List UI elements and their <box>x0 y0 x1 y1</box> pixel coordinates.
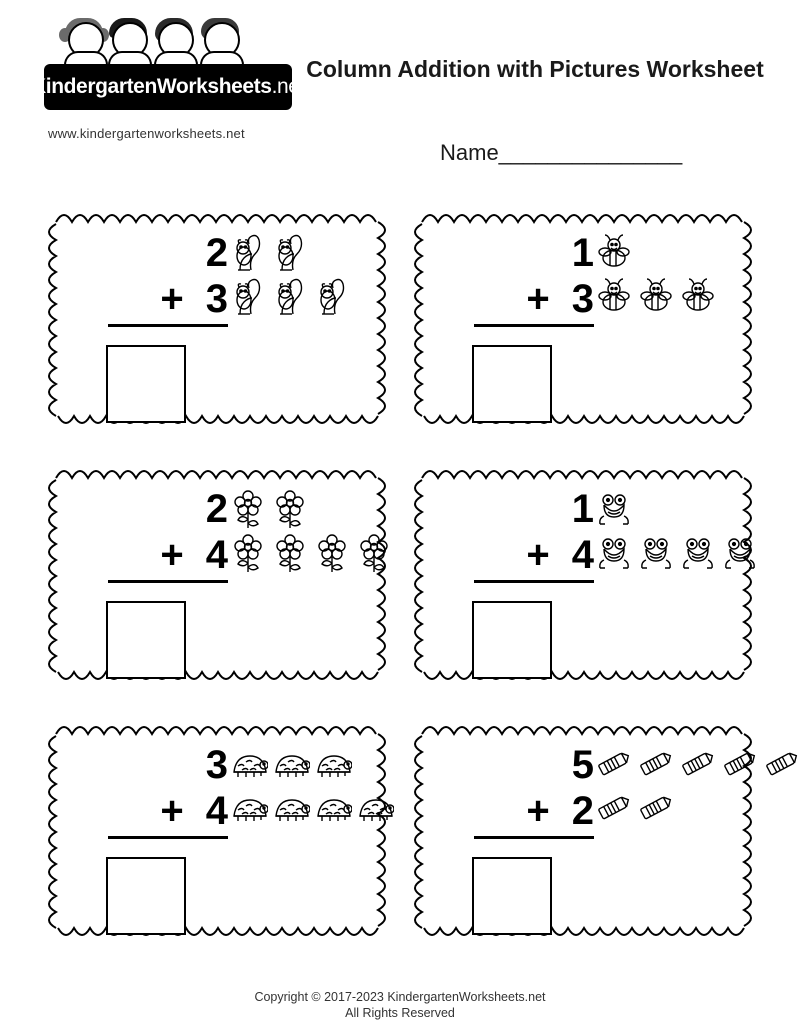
addend-top-row <box>88 742 228 788</box>
squirrel-icon <box>312 276 352 318</box>
flower-icon <box>354 532 394 574</box>
picture-group-turtle <box>228 744 388 864</box>
crayon-icon <box>762 744 800 786</box>
picture-row-2 <box>594 532 754 574</box>
addend-bottom-row <box>88 276 228 322</box>
sum-rule-line <box>108 580 228 583</box>
squirrel-icon <box>228 276 268 318</box>
bee-icon <box>636 276 676 318</box>
frog-icon <box>636 532 676 574</box>
addend-top-row <box>454 486 594 532</box>
plus-operator: + <box>526 533 550 577</box>
site-logo <box>31 18 305 138</box>
kid-figure-3 <box>152 18 196 68</box>
picture-group-bee <box>594 232 754 352</box>
site-url: www.kindergartenworksheets.net <box>48 126 245 141</box>
frog-icon <box>678 532 718 574</box>
problem-content <box>58 466 376 684</box>
addition-column <box>454 486 594 583</box>
bee-icon <box>678 276 718 318</box>
answer-box[interactable] <box>106 601 186 679</box>
addend-bottom: 4 <box>571 533 594 577</box>
picture-row-2 <box>228 532 388 574</box>
kid-figure-4 <box>198 18 242 68</box>
page-footer <box>0 989 800 1021</box>
addition-column <box>88 742 228 839</box>
crayon-icon <box>594 744 634 786</box>
flower-icon <box>312 532 352 574</box>
addend-top: 3 <box>205 743 228 787</box>
sum-rule-line <box>474 836 594 839</box>
addend-bottom: 4 <box>205 533 228 577</box>
addend-bottom-row <box>454 532 594 578</box>
answer-box[interactable] <box>472 601 552 679</box>
flower-icon <box>228 532 268 574</box>
picture-row-1 <box>594 744 754 786</box>
logo-word-worksheets: Worksheets <box>156 75 272 98</box>
addend-top: 2 <box>205 487 228 531</box>
turtle-icon <box>270 744 310 786</box>
logo-kids-illustration <box>62 18 262 70</box>
turtle-icon <box>270 788 310 830</box>
addend-bottom: 3 <box>571 277 594 321</box>
addend-top: 2 <box>205 231 228 275</box>
picture-row-1 <box>594 488 754 530</box>
sum-rule-line <box>474 324 594 327</box>
problem-card <box>408 708 758 954</box>
picture-row-2 <box>594 276 754 318</box>
squirrel-icon <box>228 232 268 274</box>
sum-rule-line <box>474 580 594 583</box>
sum-rule-line <box>108 324 228 327</box>
squirrel-icon <box>270 232 310 274</box>
crayon-icon <box>636 788 676 830</box>
problem-card <box>42 708 392 954</box>
plus-operator: + <box>526 789 550 833</box>
page-header <box>0 0 800 165</box>
addend-top-row <box>454 742 594 788</box>
picture-row-2 <box>228 788 388 830</box>
addition-column <box>88 230 228 327</box>
page-title: Column Addition with Pictures Worksheet <box>306 56 764 82</box>
problem-card <box>42 452 392 698</box>
problem-content <box>424 466 742 684</box>
addend-bottom: 4 <box>205 789 228 833</box>
problem-content <box>58 722 376 940</box>
rights-text: All Rights Reserved <box>345 1006 455 1020</box>
flower-icon <box>270 532 310 574</box>
logo-wordmark-text <box>31 75 305 99</box>
crayon-icon <box>678 744 718 786</box>
addend-top-row <box>88 230 228 276</box>
addend-bottom: 3 <box>205 277 228 321</box>
picture-row-1 <box>594 232 754 274</box>
answer-box[interactable] <box>472 345 552 423</box>
copyright-text: Copyright © 2017-2023 KindergartenWorksheets.net <box>254 990 546 1004</box>
addend-bottom: 2 <box>571 789 594 833</box>
addend-top: 1 <box>571 231 594 275</box>
crayon-icon <box>720 744 760 786</box>
turtle-icon <box>228 744 268 786</box>
picture-row-2 <box>228 276 388 318</box>
kid-figure-2 <box>106 18 150 68</box>
picture-group-crayon <box>594 744 754 864</box>
squirrel-icon <box>270 276 310 318</box>
plus-operator: + <box>526 277 550 321</box>
logo-word-kindergarten: Kindergarten <box>31 75 157 98</box>
addend-bottom-row <box>88 532 228 578</box>
addend-top-row <box>88 486 228 532</box>
picture-row-1 <box>228 232 388 274</box>
turtle-icon <box>312 744 352 786</box>
flower-icon <box>270 488 310 530</box>
problem-card <box>42 196 392 442</box>
bee-icon <box>594 276 634 318</box>
crayon-icon <box>636 744 676 786</box>
sum-rule-line <box>108 836 228 839</box>
crayon-icon <box>594 788 634 830</box>
addition-column <box>454 230 594 327</box>
addend-bottom-row <box>88 788 228 834</box>
addend-top: 5 <box>571 743 594 787</box>
answer-box[interactable] <box>106 345 186 423</box>
addition-column <box>88 486 228 583</box>
turtle-icon <box>354 788 394 830</box>
picture-group-frog <box>594 488 754 608</box>
answer-box[interactable] <box>472 857 552 935</box>
answer-box[interactable] <box>106 857 186 935</box>
turtle-icon <box>228 788 268 830</box>
frog-icon <box>720 532 760 574</box>
picture-row-1 <box>228 744 388 786</box>
problem-content <box>424 722 742 940</box>
plus-operator: + <box>160 533 184 577</box>
picture-row-2 <box>594 788 754 830</box>
addition-column <box>454 742 594 839</box>
turtle-icon <box>312 788 352 830</box>
name-field-label[interactable]: Name_______________ <box>440 140 683 165</box>
kid-figure-1 <box>62 18 106 68</box>
problem-content <box>58 210 376 428</box>
problem-content <box>424 210 742 428</box>
plus-operator: + <box>160 789 184 833</box>
picture-group-flower <box>228 488 388 608</box>
logo-word-net: .net <box>271 75 305 98</box>
picture-row-1 <box>228 488 388 530</box>
plus-operator: + <box>160 277 184 321</box>
addend-top: 1 <box>571 487 594 531</box>
picture-group-squirrel <box>228 232 388 352</box>
problem-grid <box>42 196 758 954</box>
frog-icon <box>594 532 634 574</box>
bee-icon <box>594 232 634 274</box>
logo-wordmark[interactable] <box>31 64 305 110</box>
problem-card <box>408 452 758 698</box>
addend-bottom-row <box>454 276 594 322</box>
flower-icon <box>228 488 268 530</box>
frog-icon <box>594 488 634 530</box>
addend-top-row <box>454 230 594 276</box>
addend-bottom-row <box>454 788 594 834</box>
problem-card <box>408 196 758 442</box>
